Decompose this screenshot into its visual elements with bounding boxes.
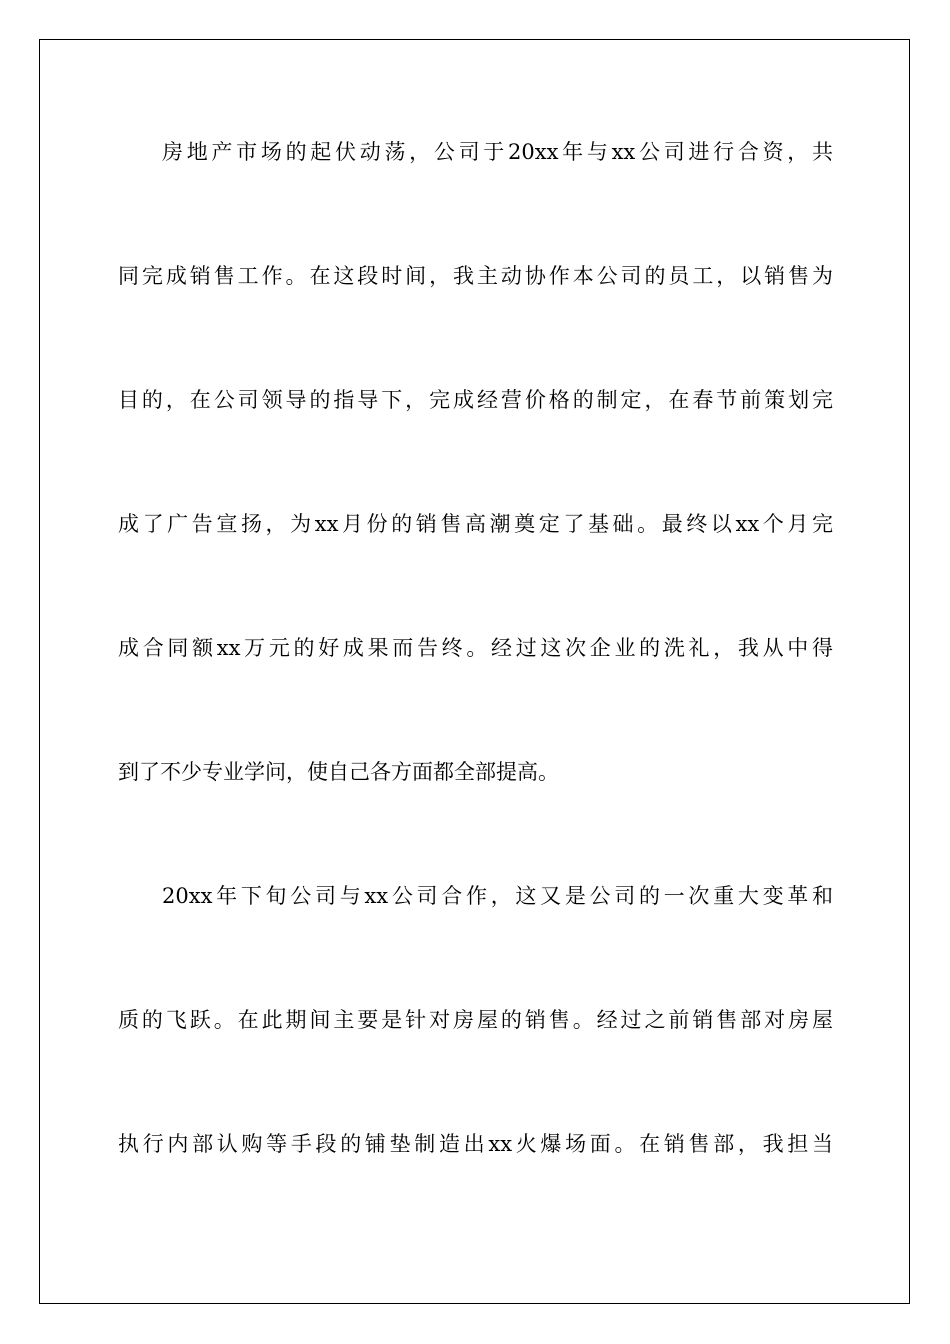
paragraph-line: 成合同额xx万元的好成果而告终。经过这次企业的洗礼，我从中得 — [118, 636, 833, 660]
paragraph-line: 到了不少专业学问，使自己各方面都全部提高。 — [118, 760, 559, 784]
page-border — [39, 39, 910, 1304]
paragraph-line: 质的飞跃。在此期间主要是针对房屋的销售。经过之前销售部对房屋 — [118, 1008, 833, 1032]
paragraph-line: 房地产市场的起伏动荡，公司于20xx年与xx公司进行合资，共 — [162, 140, 833, 164]
paragraph-line: 同完成销售工作。在这段时间，我主动协作本公司的员工，以销售为 — [118, 264, 833, 288]
paragraph-line: 目的，在公司领导的指导下，完成经营价格的制定，在春节前策划完 — [118, 388, 833, 412]
paragraph-line: 执行内部认购等手段的铺垫制造出xx火爆场面。在销售部，我担当 — [118, 1132, 833, 1156]
paragraph-line: 20xx年下旬公司与xx公司合作，这又是公司的一次重大变革和 — [162, 884, 833, 908]
paragraph-line: 成了广告宣扬，为xx月份的销售高潮奠定了基础。最终以xx个月完 — [118, 512, 833, 536]
